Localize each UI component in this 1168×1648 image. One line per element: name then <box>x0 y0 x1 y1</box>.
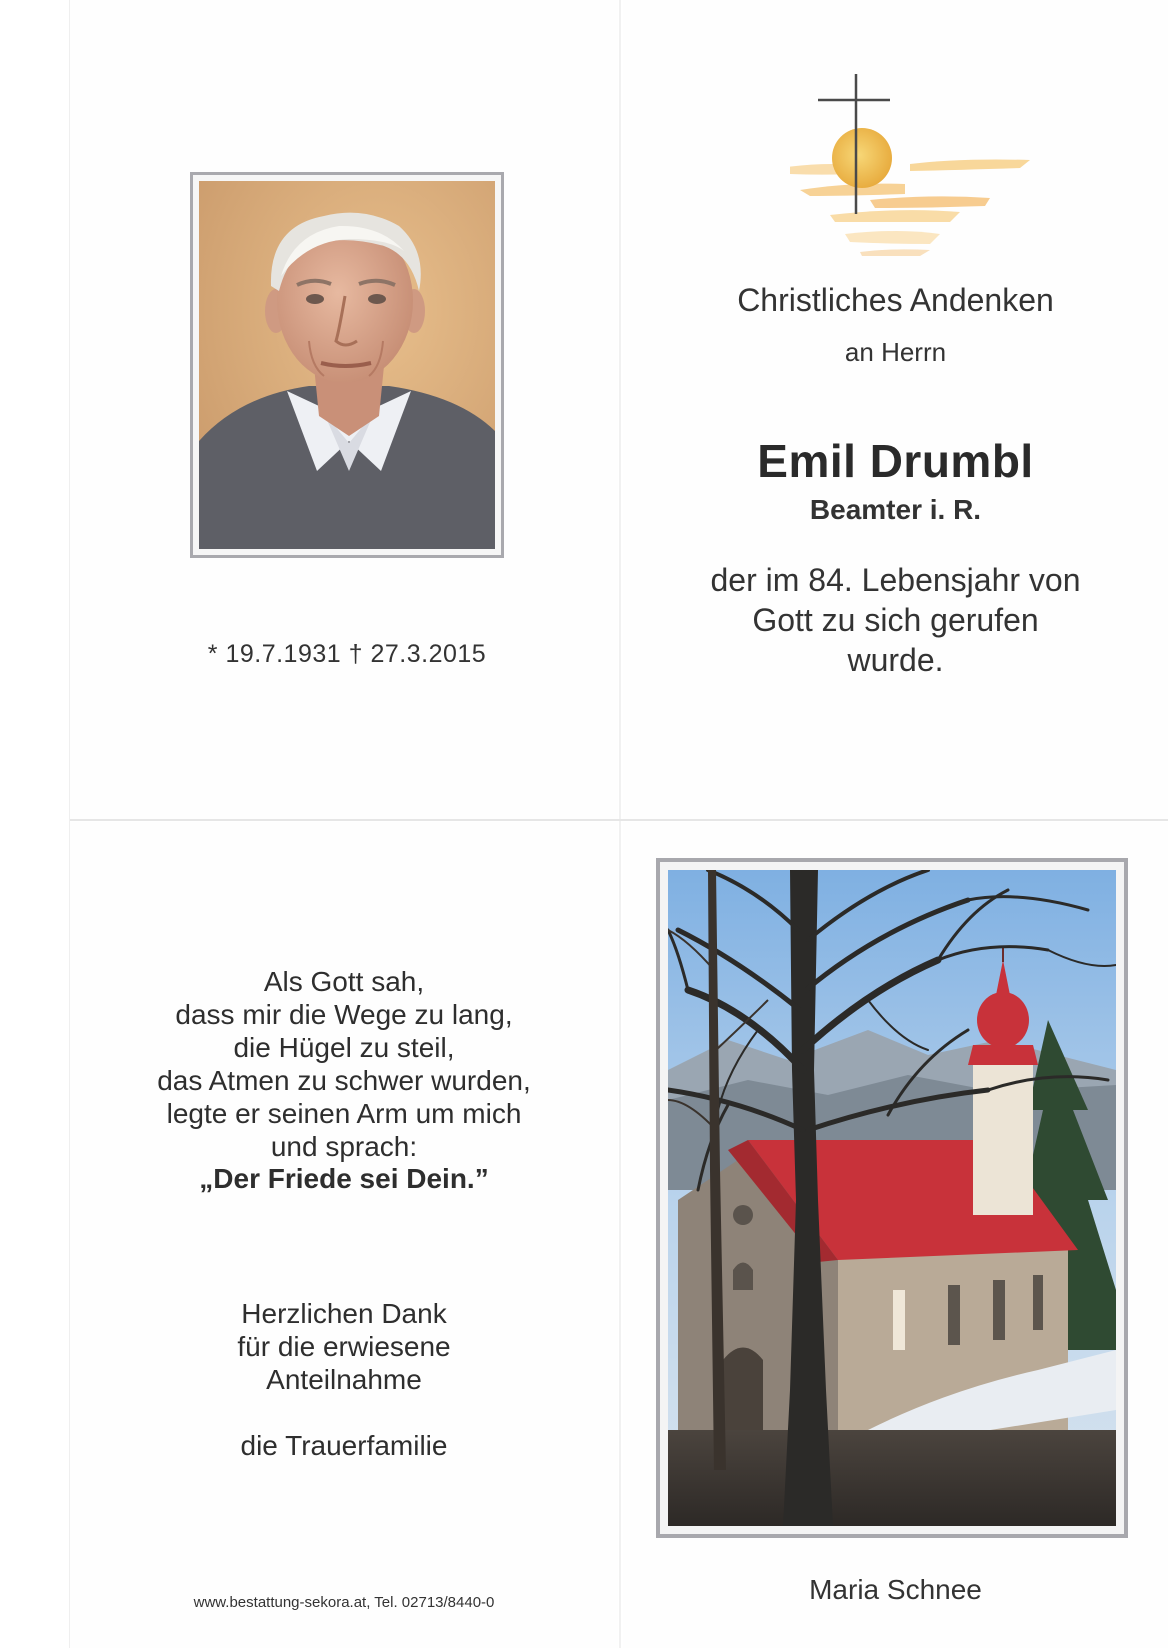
church-caption: Maria Schnee <box>809 1574 982 1605</box>
poem-closing-line: „Der Friede sei Dein.” <box>199 1163 489 1194</box>
family-signature: die Trauerfamilie <box>240 1430 448 1461</box>
memorial-line-3: wurde. <box>847 642 944 678</box>
thanks-line-3: Anteilnahme <box>266 1364 422 1395</box>
memorial-line-2: Gott zu sich gerufen <box>752 602 1039 638</box>
portrait-photo <box>199 181 495 549</box>
poem-line: die Hügel zu steil, <box>233 1032 455 1063</box>
church-photo-frame <box>656 858 1128 1538</box>
church-illustration <box>668 870 1116 1526</box>
life-dates: * 19.7.1931 † 27.3.2015 <box>207 640 487 668</box>
panel-poem <box>70 822 618 1648</box>
deceased-occupation: Beamter i. R. <box>809 494 982 525</box>
card-edge <box>69 0 70 1648</box>
poem-line: dass mir die Wege zu lang, <box>175 999 513 1030</box>
deceased-name: Emil Drumbl <box>757 435 1034 487</box>
heading-an-herrn: an Herrn <box>844 337 947 367</box>
horizontal-fold-line <box>70 819 1168 821</box>
funeral-home-footer: www.bestattung-sekora.at, Tel. 02713/8440-0 <box>193 1594 495 1611</box>
church-photo <box>668 870 1116 1526</box>
portrait-frame <box>190 172 504 558</box>
poem-line: und sprach: <box>270 1131 418 1162</box>
heading-andenken: Christliches Andenken <box>737 282 1054 318</box>
poem-line: Als Gott sah, <box>263 966 425 997</box>
portrait-illustration <box>199 181 495 549</box>
poem-line: legte er seinen Arm um mich <box>166 1098 522 1129</box>
cross-sun-icon <box>790 72 1040 272</box>
thanks-line-1: Herzlichen Dank <box>241 1298 447 1329</box>
memorial-line-1: der im 84. Lebensjahr von <box>710 562 1081 598</box>
thanks-line-2: für die erwiesene <box>237 1331 451 1362</box>
poem-line: das Atmen zu schwer wurden, <box>157 1065 531 1096</box>
vertical-fold-line <box>619 0 621 1648</box>
